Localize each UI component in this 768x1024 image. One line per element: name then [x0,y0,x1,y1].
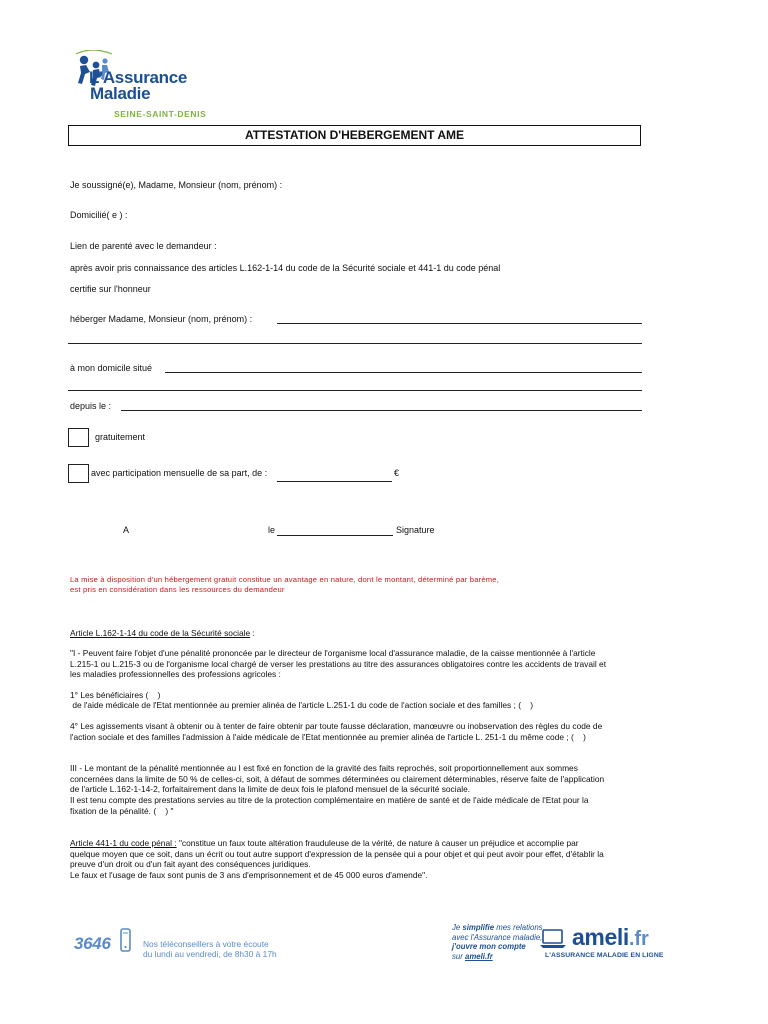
article1-heading-row [70,628,255,639]
article2-text: "constitue un faux toute altération frauduleuse de la vérité, de nature à causer un préjudice et accomplie par quelque moyen que ce soit, dans un écrit ou tout autre support d'expression de la pensée qui a pour objet et qui peut avoir pour effet, d'établir la preuve d'un droit ou d'un fait ayant des conséquences juridiques. [70,838,604,870]
article1-paragraph-2b: de l'aide médicale de l'Etat mentionnée au premier alinéa de l'article L.251-1 du code de l'action sociale et des familles ; ( ) [70,700,534,710]
ameli-tagline: L'ASSURANCE MALADIE EN LIGNE [545,952,664,959]
promo-line4b[interactable]: ameli.fr [465,951,493,961]
ameli-brand-tld: .fr [628,928,649,950]
date-input-line[interactable] [277,535,393,536]
domicile-input-line-2[interactable] [68,390,642,391]
brand-name-line2: Maladie [90,84,151,103]
footer-hours [143,939,277,959]
promo-line2: avec l'Assurance maladie, [452,932,543,942]
footer-phone-number: 3646 [74,934,111,953]
heberger-input-line-2[interactable] [68,343,642,344]
laptop-icon [539,928,567,950]
form-domicile-label: à mon domicile situé [70,363,153,373]
ameli-promo-text [452,923,543,961]
notice-line2: est pris en considération dans les ressources du demandeur [70,585,285,594]
article1-paragraph-1: "I - Peuvent faire l'objet d'une pénalité prononcée par le directeur de l'organisme local d'assurance maladie, de la caisse mentionnée à l'article L.215-1 ou L.215-3 ou de l'organisme local chargé de verser les prestations au titre des assurances obligatoires contre les accidents de travail et les maladies professionnelles des professions agricoles : [70,648,607,680]
form-lien-label: Lien de parenté avec le demandeur : [70,241,217,251]
ameli-logo[interactable] [572,924,649,951]
lieu-a-label: A [123,525,130,535]
form-heberger-label: héberger Madame, Monsieur (nom, prénom) : [70,314,253,324]
promo-line1a: Je [452,923,463,932]
signature-label: Signature [396,525,435,535]
form-depuis-label: depuis le : [70,401,112,411]
article2-text-2: Le faux et l'usage de faux sont punis de 3 ans d'emprisonnement et de 45 000 euros d'amende". [70,869,428,880]
gratuitement-checkbox[interactable] [68,428,89,447]
article1-paragraph-4a: III - Le montant de la pénalité mentionnée au I est fixé en fonction de la gravité des faits reprochés, soit proportionnellement aux sommes concernées dans la limite de 50 % de celles-ci, soit, à défaut de sommes déterminées ou clairement déterminables, réserve faite de l'application de l'article L.162-1-14-2, forfaitairement dans la limite de deux fois le plafond mensuel de la sécurité sociale. [70,763,605,795]
heberger-input-line[interactable] [277,323,642,324]
brand-region: SEINE-SAINT-DENIS [114,109,207,119]
form-domicilie-label: Domicilié( e ) : [70,210,128,220]
logo [72,50,212,120]
brand-name-line1: L'Assurance [89,68,188,87]
article1-heading: Article L.162-1-14 du code de la Sécurité sociale [70,628,251,638]
article2-heading: Article 441-1 du code pénal : [70,838,177,848]
form-apres-text: après avoir pris connaissance des articles L.162-1-14 du code de la Sécurité sociale et 441-1 du code pénal [70,263,501,273]
article1-paragraph-3: 4° Les agissements visant à obtenir ou à tenter de faire obtenir par toute fausse déclaration, manœuvre ou inobservation des règles du code de l'action sociale et des familles l'admission à l'aide médicale de l'Etat mentionnée au premier alinéa de l'article L. 251-1 du même code ; ( ) [70,721,605,742]
promo-line3: j'ouvre mon compte [452,942,526,951]
promo-line1b: simplifie [462,923,495,932]
phone-icon [118,927,134,955]
footer-hours-line2: du lundi au vendredi, de 8h30 à 17h [143,949,277,959]
participation-label: avec participation mensuelle de sa part, de : [91,468,268,478]
participation-amount-line[interactable] [277,481,392,482]
article2-block [70,838,610,880]
euro-symbol: € [394,468,400,478]
article1-heading-suffix: : [250,628,255,638]
date-le-label: le [268,525,276,535]
gratuitement-label: gratuitement [95,432,146,442]
document-title: ATTESTATION D'HEBERGEMENT AME [68,125,641,146]
form-certifie-text: certifie sur l'honneur [70,284,151,294]
article1-paragraph-4b: Il est tenu compte des prestations servies au titre de la protection complémentaire en matière de santé et de l'aide médicale de l'Etat pour la fixation de la pénalité. ( ) " [70,795,591,816]
notice-line1: La mise à disposition d'un hébergement gratuit constitue un avantage en nature, dont le montant, déterminé par barème, [70,575,500,584]
footer-hours-line1: Nos téléconseillers à votre écoute [143,939,269,949]
participation-checkbox[interactable] [68,464,89,483]
domicile-input-line[interactable] [165,372,642,373]
article1-paragraph-2a: 1° Les bénéficiaires ( ) [70,690,161,700]
depuis-input-line[interactable] [121,410,642,411]
promo-line1c: mes relations [494,923,543,932]
form-soussigne-label: Je soussigné(e), Madame, Monsieur (nom, prénom) : [70,180,283,190]
ameli-brand-name: ameli [572,924,629,950]
promo-line4a: sur [452,951,465,961]
